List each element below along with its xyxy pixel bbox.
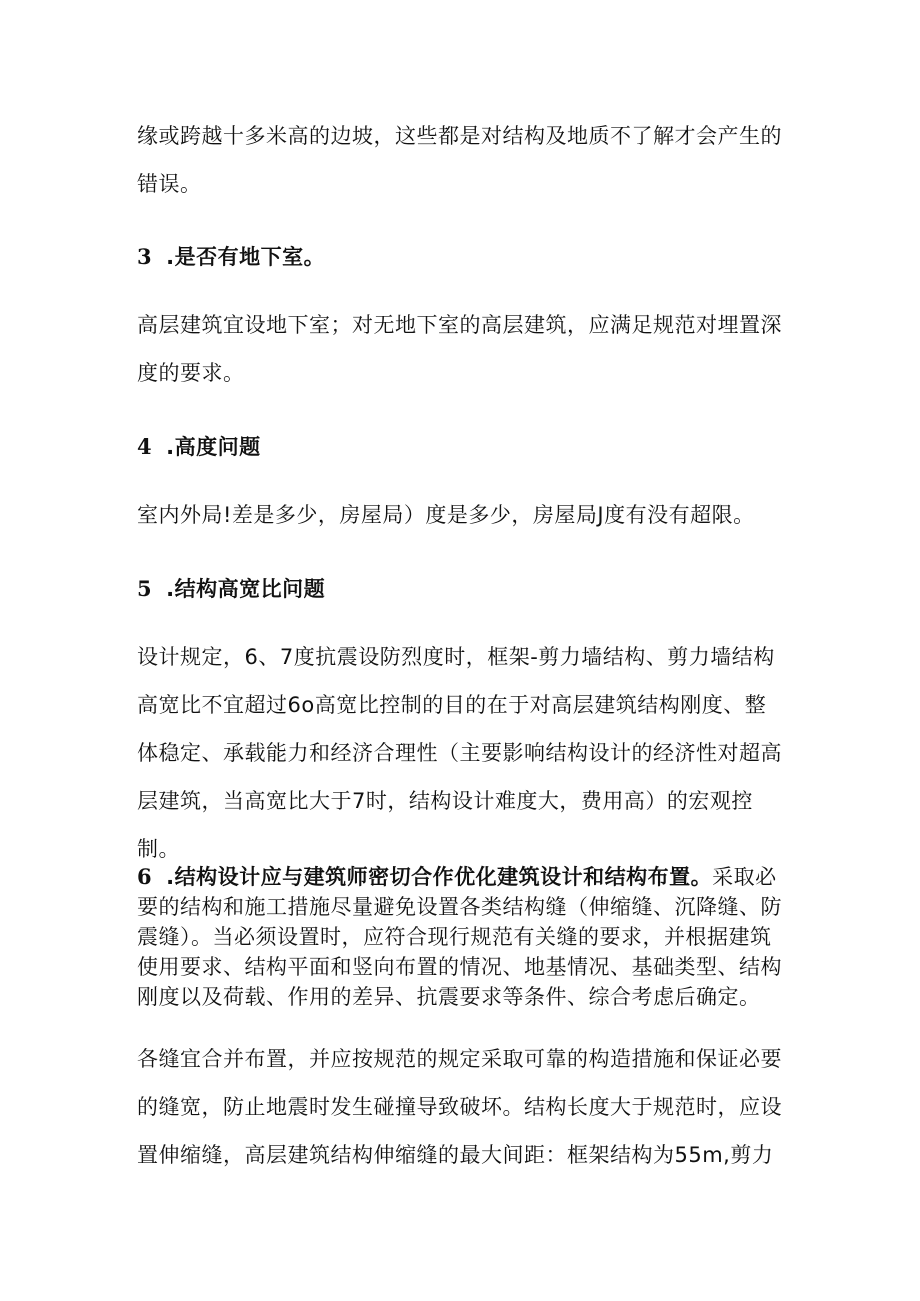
heading-basement (137, 242, 787, 272)
paragraph-slope-errors: 缘或跨越十多米高的边坡，这些都是对结构及地质不了解才会产生的错误。 (137, 124, 782, 196)
paragraph-aspect-ratio: 设计规定，6、7度抗震设防烈度时，框架-剪力墙结构、剪力墙结构高宽比不宜超过6o高宽比控制的目的在于对高层建筑结构刚度、整体稳定、承载能力和经济合理性（主要影响结构设计的经济性对超高层建筑，当高宽比大于7时，结构设计难度大，费用高）的宏观控制。 (137, 645, 782, 861)
heading-number: 5 (137, 576, 153, 601)
heading-text: .高度问题 (166, 435, 261, 459)
heading-height (137, 432, 787, 462)
paragraph-structural-joints (137, 862, 787, 1012)
heading-text: .结构设计应与建筑师密切合作优化建筑设计和结构布置。 (166, 865, 713, 889)
heading-text: .结构高宽比问题 (166, 577, 326, 601)
heading-number: 6 (137, 864, 153, 889)
heading-aspect-ratio (137, 574, 787, 604)
paragraph-body: 采取必要的结构和施工措施尽量避免设置各类结构缝（伸缩缝、沉降缝、防震缝）。当必须设置时，应符合现行规范有关缝的要求，并根据建筑使用要求、结构平面和竖向布置的情况、地基情况、基础类型、结构刚度以及荷载、作用的差异、抗震要求等条件、综合考虑后确定。 (137, 865, 782, 1009)
paragraph-height: 室内外局!差是多少，房屋局）度是多少，房屋局J度有没有超限。 (137, 503, 755, 527)
heading-number: 4 (137, 434, 153, 459)
heading-text: .是否有地下室。 (166, 245, 326, 269)
paragraph-basement: 高层建筑宜设地下室；对无地下室的高层建筑，应满足规范对埋置深度的要求。 (137, 313, 782, 385)
paragraph-expansion-joints: 各缝宜合并布置，并应按规范的规定采取可靠的构造措施和保证必要的缝宽，防止地震时发生碰撞导致破坏。结构长度大于规范时，应设置伸缩缝，高层建筑结构伸缩缝的最大间距：框架结构为55m,剪力 (137, 1047, 782, 1167)
heading-number: 3 (137, 244, 153, 269)
